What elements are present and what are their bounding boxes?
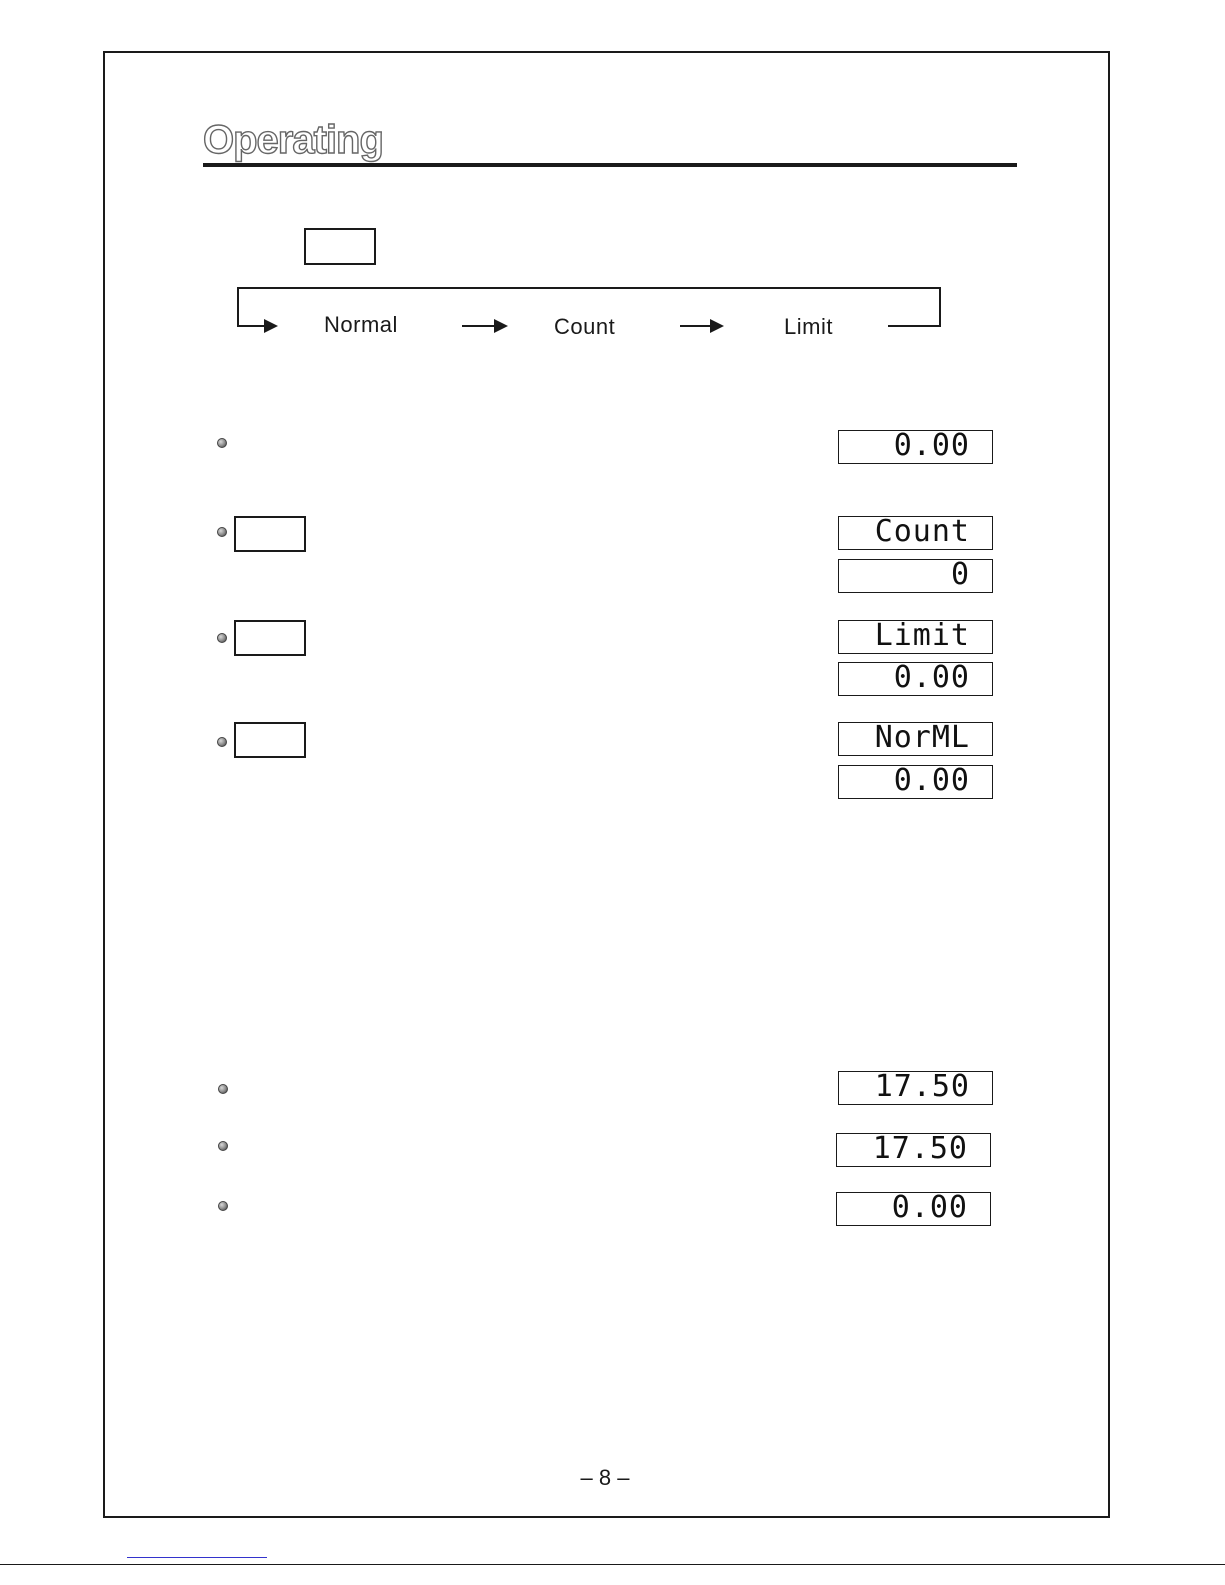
lcd-value: 0.00 [893,430,970,463]
lcd-value: 17.50 [872,1133,968,1166]
footer-link-underline [127,1557,267,1558]
lcd-display [838,722,993,756]
lcd-value: Count [874,516,970,549]
lcd-display [836,1133,991,1167]
page-title: Operating [203,118,383,162]
mode-key-box [234,620,306,656]
bullet-icon [217,438,227,448]
mode-key-box [304,228,376,265]
lcd-display [838,620,993,654]
lcd-value: 0.00 [893,662,970,695]
bullet-icon [218,1084,228,1094]
lcd-display [836,1192,991,1226]
bullet-icon [217,737,227,747]
lcd-value: Limit [874,620,970,653]
lcd-display [838,662,993,696]
bullet-icon [218,1201,228,1211]
lcd-display [838,1071,993,1105]
bullet-icon [217,633,227,643]
lcd-value: 17.50 [874,1071,970,1104]
lcd-value: 0 [950,559,970,592]
lcd-value: 0.00 [891,1192,968,1225]
page-number: – 8 – [580,1465,630,1490]
arrow-right-icon [680,319,724,333]
lcd-display [838,559,993,593]
lcd-value: NorML [874,722,970,755]
lcd-display [838,765,993,799]
cycle-step-normal: Normal [324,312,398,337]
lcd-value: 0.00 [893,765,970,798]
title-underline [203,163,1017,167]
footer-divider [0,1564,1225,1565]
bullet-icon [217,527,227,537]
lcd-display [838,516,993,550]
lcd-display [838,430,993,464]
bullet-icon [218,1141,228,1151]
arrow-right-icon [462,319,508,333]
mode-key-box [234,516,306,552]
cycle-step-count: Count [554,314,616,339]
mode-key-box [234,722,306,758]
cycle-step-limit: Limit [784,314,833,339]
